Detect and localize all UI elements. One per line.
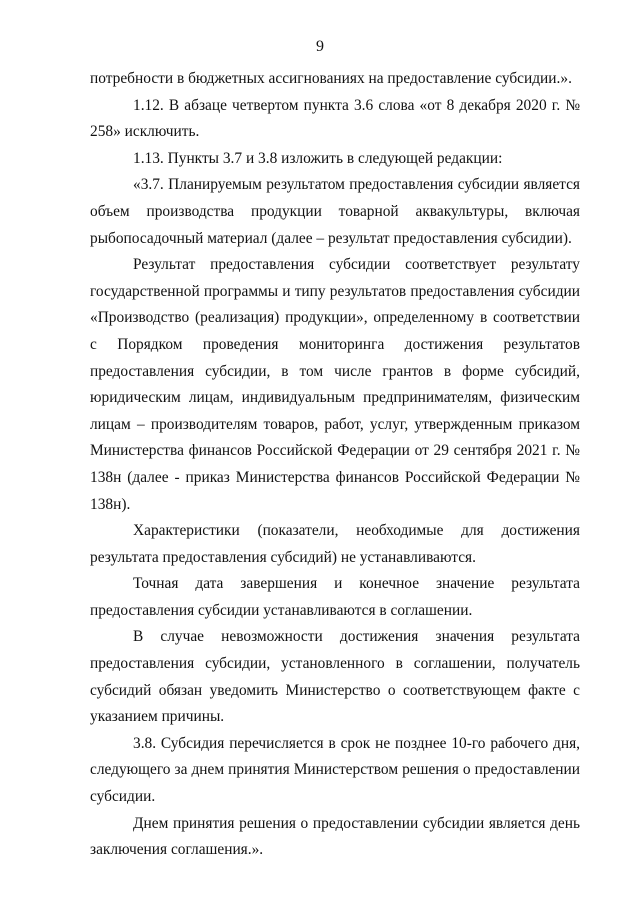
paragraph-completion-date: Точная дата завершения и конечное значение результата предоставления субсидии устанавливаются в соглашении. — [90, 575, 580, 619]
paragraph-continuation: потребности в бюджетных ассигнованиях на предоставление субсидии.». — [90, 70, 572, 87]
paragraph-result-correspondence: Результат предоставления субсидии соответствует результату государственной программы и типу результатов предоставления субсидии «Производство (реализация) продукции», определенному в соответствии с Порядком проведения мониторинга достижения результатов предоставления субсидии, в том числе грантов в форме субсидий, юридическим лицам, индивидуальным предпринимателям, физическим лицам – производителям товаров, работ, услуг, утвержденным приказом Министерства финансов Российской Федерации от 29 сентября 2021 г. № 138н (далее - приказ Министерства финансов Российской Федерации № 138н). — [90, 256, 580, 513]
paragraph-impossibility: В случае невозможности достижения значения результата предоставления субсидии, установленного в соглашении, получатель субсидий обязан уведомить Министерство о соответствующем факте с указанием причины. — [90, 628, 580, 726]
document-body — [90, 66, 580, 864]
paragraph-item-1-13: 1.13. Пункты 3.7 и 3.8 изложить в следующей редакции: — [133, 149, 503, 167]
paragraph-characteristics: Характеристики (показатели, необходимые для достижения результата предоставления субсидий) не устанавливаются. — [90, 522, 580, 566]
page-number: 9 — [316, 38, 324, 55]
paragraph-clause-3-8: 3.8. Субсидия перечисляется в срок не позднее 10-го рабочего дня, следующего за днем принятия Министерством решения о предоставлении субсидии. — [90, 734, 580, 806]
paragraph-decision-day: Днем принятия решения о предоставлении субсидии является день заключения соглашения.». — [90, 814, 580, 859]
paragraph-clause-3-7: «3.7. Планируемым результатом предоставления субсидии является объем производства продукции товарной аквакультуры, включая рыбопосадочный материал (далее – результат предоставления субсидии). — [90, 176, 580, 247]
paragraph-item-1-12: 1.12. В абзаце четвертом пункта 3.6 слова «от 8 декабря 2020 г. № 258» исключить. — [90, 96, 580, 141]
